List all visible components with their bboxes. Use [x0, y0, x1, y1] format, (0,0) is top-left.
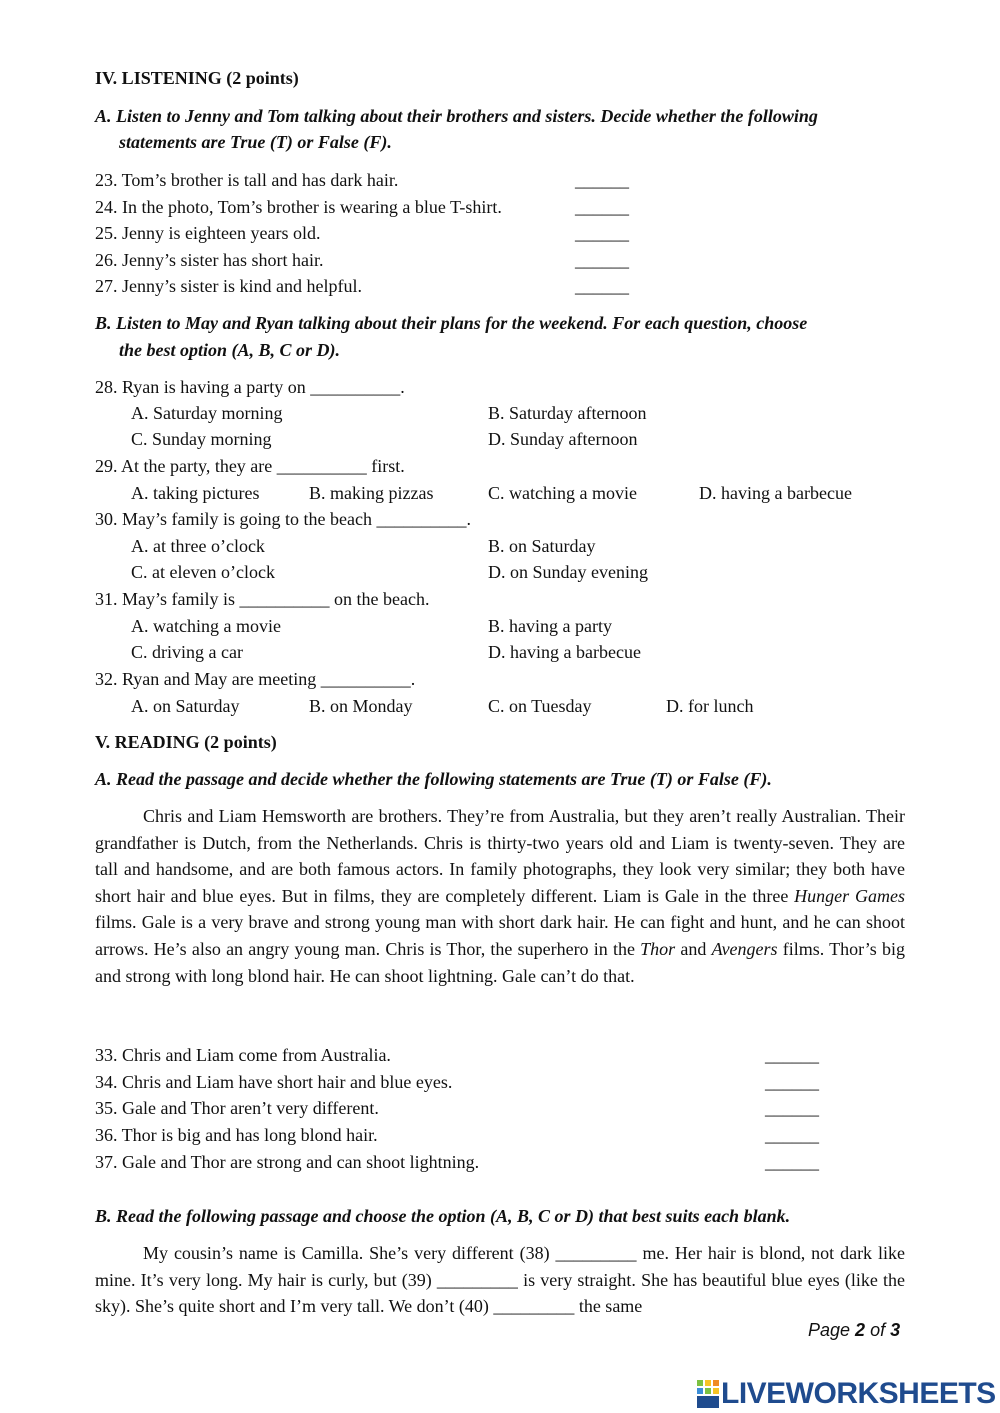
liveworksheets-logo-text: LIVEWORKSHEETS: [721, 1377, 996, 1410]
question-32-stem: 32. Ryan and May are meeting __________.: [95, 669, 416, 689]
question-28-option-a[interactable]: A. Saturday morning: [131, 403, 283, 423]
question-30-option-c[interactable]: C. at eleven o’clock: [131, 562, 275, 582]
reading-b-passage: My cousin’s name is Camilla. She’s very different (38) _________ me. Her hair is blond, not dark like mine. It’s very long. My hair is curly, but (39) _________ is very straight. She has beautiful blue eyes (like the sky). She’s quite short and I’m very tall. We don’t (40) _________ the same: [95, 1243, 905, 1317]
listening-b-instruction: B. Listen to May and Ryan talking about their plans for the weekend. For each question, choose: [95, 313, 808, 333]
tf-answer-blank-27[interactable]: ______: [575, 276, 629, 296]
question-28-option-c[interactable]: C. Sunday morning: [131, 429, 272, 449]
tf-answer-blank-23[interactable]: ______: [575, 170, 629, 190]
tf-answer-blank-35[interactable]: ______: [765, 1098, 819, 1118]
tf-statement-35: 35. Gale and Thor aren’t very different.: [95, 1098, 379, 1118]
question-30-stem: 30. May’s family is going to the beach __________.: [95, 509, 471, 529]
tf-answer-blank-24[interactable]: ______: [575, 197, 629, 217]
question-29-option-b[interactable]: B. making pizzas: [309, 483, 434, 503]
question-31-option-c[interactable]: C. driving a car: [131, 642, 243, 662]
tf-statement-25: 25. Jenny is eighteen years old.: [95, 223, 321, 243]
tf-statement-37: 37. Gale and Thor are strong and can shoot lightning.: [95, 1152, 480, 1172]
question-30-option-b[interactable]: B. on Saturday: [488, 536, 596, 556]
tf-answer-blank-25[interactable]: ______: [575, 223, 629, 243]
listening-b-instruction-cont: the best option (A, B, C or D).: [119, 340, 341, 360]
question-28-stem: 28. Ryan is having a party on __________.: [95, 377, 405, 397]
question-29-option-d[interactable]: D. having a barbecue: [699, 483, 852, 503]
tf-answer-blank-36[interactable]: ______: [765, 1125, 819, 1145]
tf-statement-26: 26. Jenny’s sister has short hair.: [95, 250, 324, 270]
question-31-option-d[interactable]: D. having a barbecue: [488, 642, 641, 662]
question-32-option-b[interactable]: B. on Monday: [309, 696, 413, 716]
question-31-option-b[interactable]: B. having a party: [488, 616, 612, 636]
reading-a-passage: Chris and Liam Hemsworth are brothers. They’re from Australia, but they aren’t really Australian. Their grandfather is Dutch, from the Netherlands. Chris is thirty-two years old and Liam is twenty-seven. They are tall and handsome, and are both famous actors. In family photographs, they look very similar; they both have short hair and blue eyes. But in films, they are completely different. Liam is Gale in the three Hunger Games films. Gale is a very brave and strong young man with short dark hair. He can fight and hunt, and he can shoot arrows. He’s also an angry young man. Chris is Thor, the superhero in the Thor and Avengers films. Thor’s big and strong with long blond hair. He can shoot lightning. Gale can’t do that.: [95, 806, 905, 986]
listening-a-instruction-cont: statements are True (T) or False (F).: [119, 132, 392, 152]
question-29-option-c[interactable]: C. watching a movie: [488, 483, 637, 503]
tf-statement-24: 24. In the photo, Tom’s brother is wearing a blue T-shirt.: [95, 197, 502, 217]
question-32-option-d[interactable]: D. for lunch: [666, 696, 754, 716]
tf-statement-34: 34. Chris and Liam have short hair and blue eyes.: [95, 1072, 453, 1092]
tf-statement-27: 27. Jenny’s sister is kind and helpful.: [95, 276, 362, 296]
tf-statement-33: 33. Chris and Liam come from Australia.: [95, 1045, 391, 1065]
question-29-stem: 29. At the party, they are __________ first.: [95, 456, 405, 476]
question-28-option-d[interactable]: D. Sunday afternoon: [488, 429, 638, 449]
reading-heading: V. READING (2 points): [95, 732, 277, 752]
tf-statement-36: 36. Thor is big and has long blond hair.: [95, 1125, 378, 1145]
reading-a-instruction: A. Read the passage and decide whether the following statements are True (T) or False (F).: [95, 769, 772, 789]
question-29-option-a[interactable]: A. taking pictures: [131, 483, 260, 503]
question-31-option-a[interactable]: A. watching a movie: [131, 616, 281, 636]
question-28-option-b[interactable]: B. Saturday afternoon: [488, 403, 647, 423]
question-32-option-a[interactable]: A. on Saturday: [131, 696, 240, 716]
tf-answer-blank-34[interactable]: ______: [765, 1072, 819, 1092]
listening-heading: IV. LISTENING (2 points): [95, 68, 299, 88]
liveworksheets-logo-icon: [697, 1380, 719, 1410]
question-30-option-d[interactable]: D. on Sunday evening: [488, 562, 648, 582]
listening-a-instruction: A. Listen to Jenny and Tom talking about their brothers and sisters. Decide whether the following: [95, 106, 818, 126]
tf-answer-blank-26[interactable]: ______: [575, 250, 629, 270]
tf-answer-blank-37[interactable]: ______: [765, 1152, 819, 1172]
reading-b-instruction: B. Read the following passage and choose the option (A, B, C or D) that best suits each blank.: [95, 1206, 791, 1226]
question-31-stem: 31. May’s family is __________ on the beach.: [95, 589, 430, 609]
question-32-option-c[interactable]: C. on Tuesday: [488, 696, 592, 716]
question-30-option-a[interactable]: A. at three o’clock: [131, 536, 265, 556]
tf-statement-23: 23. Tom’s brother is tall and has dark hair.: [95, 170, 399, 190]
tf-answer-blank-33[interactable]: ______: [765, 1045, 819, 1065]
page-number: Page 2 of 3: [808, 1320, 901, 1340]
